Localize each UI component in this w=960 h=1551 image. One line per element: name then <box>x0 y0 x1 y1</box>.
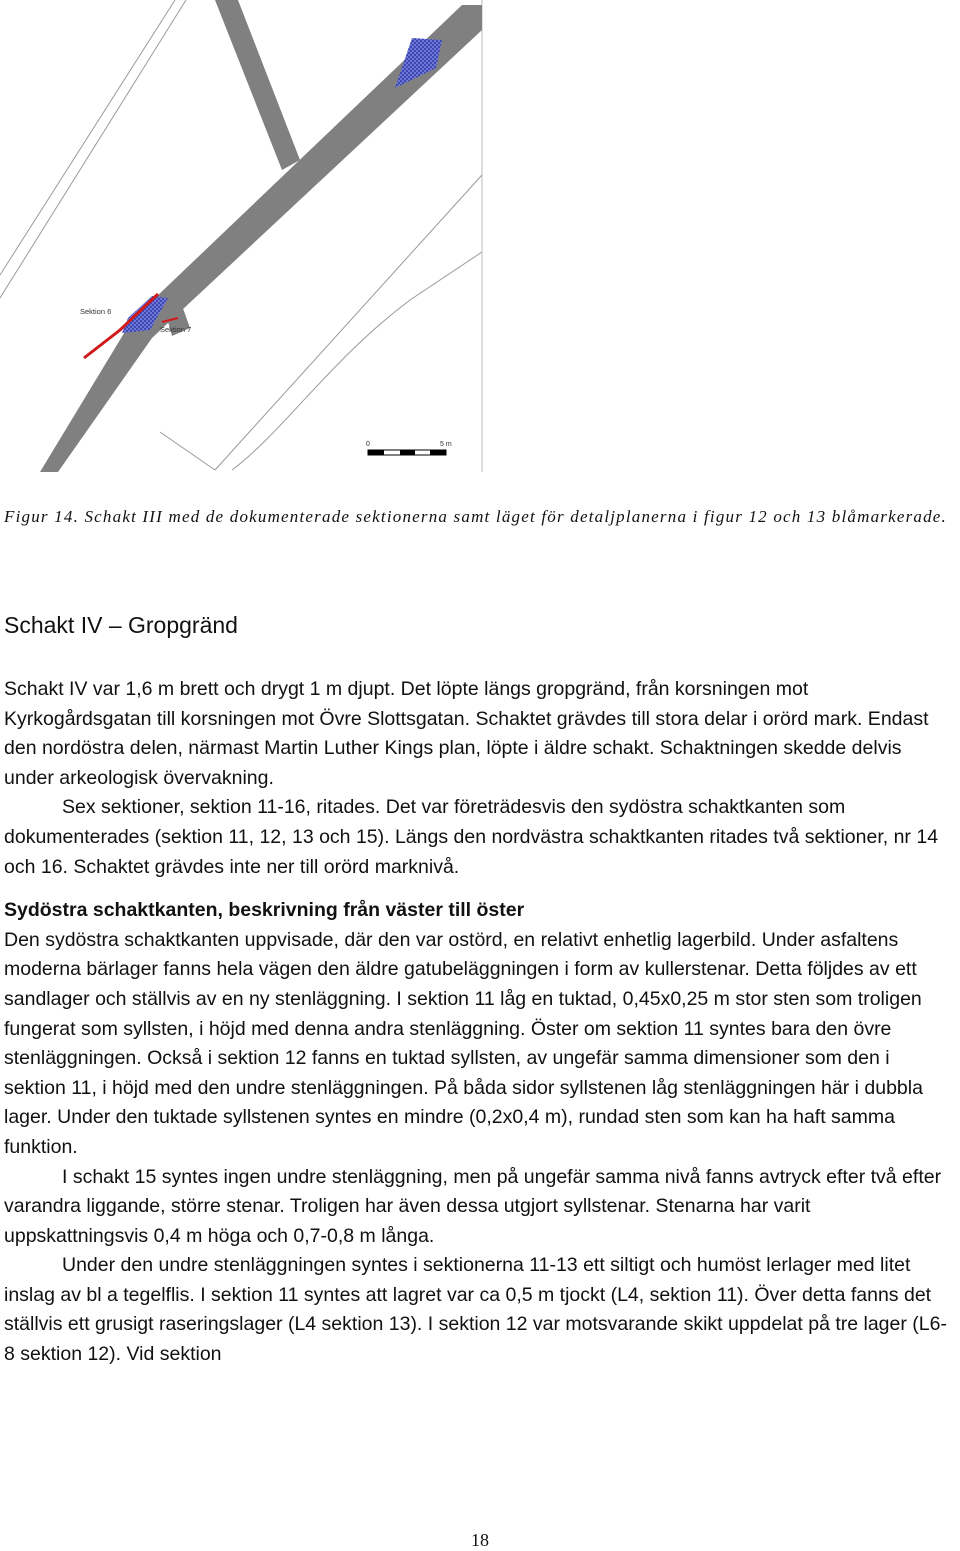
paragraph-intro: Schakt IV var 1,6 m brett och drygt 1 m djupt. Det löpte längs gropgränd, från korsningen mot Kyrkogårdsgatan till korsningen mot Övre Slottsgatan. Schaktet grävdes till stora delar i orörd mark. Endast den nordöstra delen, närmast Martin Luther Kings plan, löpte i äldre schakt. Schaktningen skedde delvis under arkeologisk övervakning. <box>4 678 929 789</box>
page-number: 18 <box>471 1530 489 1550</box>
body-text <box>4 675 956 1370</box>
figure-caption: Figur 14. Schakt III med de dokumenterade sektionerna samt läget för detaljplanerna i figur 12 och 13 blåmarkerade. <box>4 507 947 526</box>
trench-map <box>0 0 960 480</box>
paragraph-southeast-edge: Den sydöstra schaktkanten uppvisade, där den var ostörd, en relativt enhetlig lagerbild. Under asfaltens moderna bärlager fanns hela vägen den äldre gatubeläggningen i form av kullerstenar. Detta följdes av ett sandlager och ställvis av en ny stenläggning. I sektion 11 låg en tuktad, 0,45x0,25 m stor sten som troligen fungerat som syllsten, i höjd med denna andra stenläggning. Öster om sektion 11 syntes bara den övre stenläggningen. Också i sektion 12 fanns en tuktad syllsten, av ungefär samma dimensioner som den i sektion 11, i höjd med den undre stenläggningen. På båda sidor syllstenen låg stenläggningen här i dubbla lager. Under den tuktade syllstenen syntes en mindre (0,2x0,4 m), rundad sten som kan ha haft samma funktion. <box>4 928 923 1158</box>
section-6-label: Sektion 6 <box>80 307 112 316</box>
paragraph-schakt-15: I schakt 15 syntes ingen undre stenläggning, men på ungefär samma nivå fanns avtryck efter två efter varandra liggande, större stenar. Troligen har även dessa utgjort syllstenar. Stenarna har varit uppskattningsvis 0,4 m höga och 0,7-0,8 m långa. <box>4 1165 942 1247</box>
subheading: Sydöstra schaktkanten, beskrivning från väster till öster <box>4 899 525 922</box>
scale-start-label: 0 <box>366 441 370 448</box>
paragraph-sections: Sex sektioner, sektion 11-16, ritades. Det var företrädesvis den sydöstra schaktkanten som dokumenterades (sektion 11, 12, 13 och 15). Längs den nordvästra schaktkanten ritades två sektioner, nr 14 och 16. Schaktet grävdes inte ner till orörd marknivå. <box>4 796 939 878</box>
section-heading: Schakt IV – Gropgränd <box>4 612 238 638</box>
section-7-label: Sektion 7 <box>160 325 192 334</box>
paragraph-clay-layer: Under den undre stenläggningen syntes i sektionerna 11-13 ett siltigt och humöst lerlager med litet inslag av bl a tegelflis. I sektion 11 syntes att lagret var ca 0,5 m tjockt (L4, sektion 11). Över detta fanns det ställvis ett grusigt raseringslager (L4 sektion 13). I sektion 12 var motsvarande skikt uppdelat på tre lager (L6-8 sektion 12). Vid sektion <box>4 1254 947 1366</box>
scale-end-label: 5 m <box>440 441 452 448</box>
